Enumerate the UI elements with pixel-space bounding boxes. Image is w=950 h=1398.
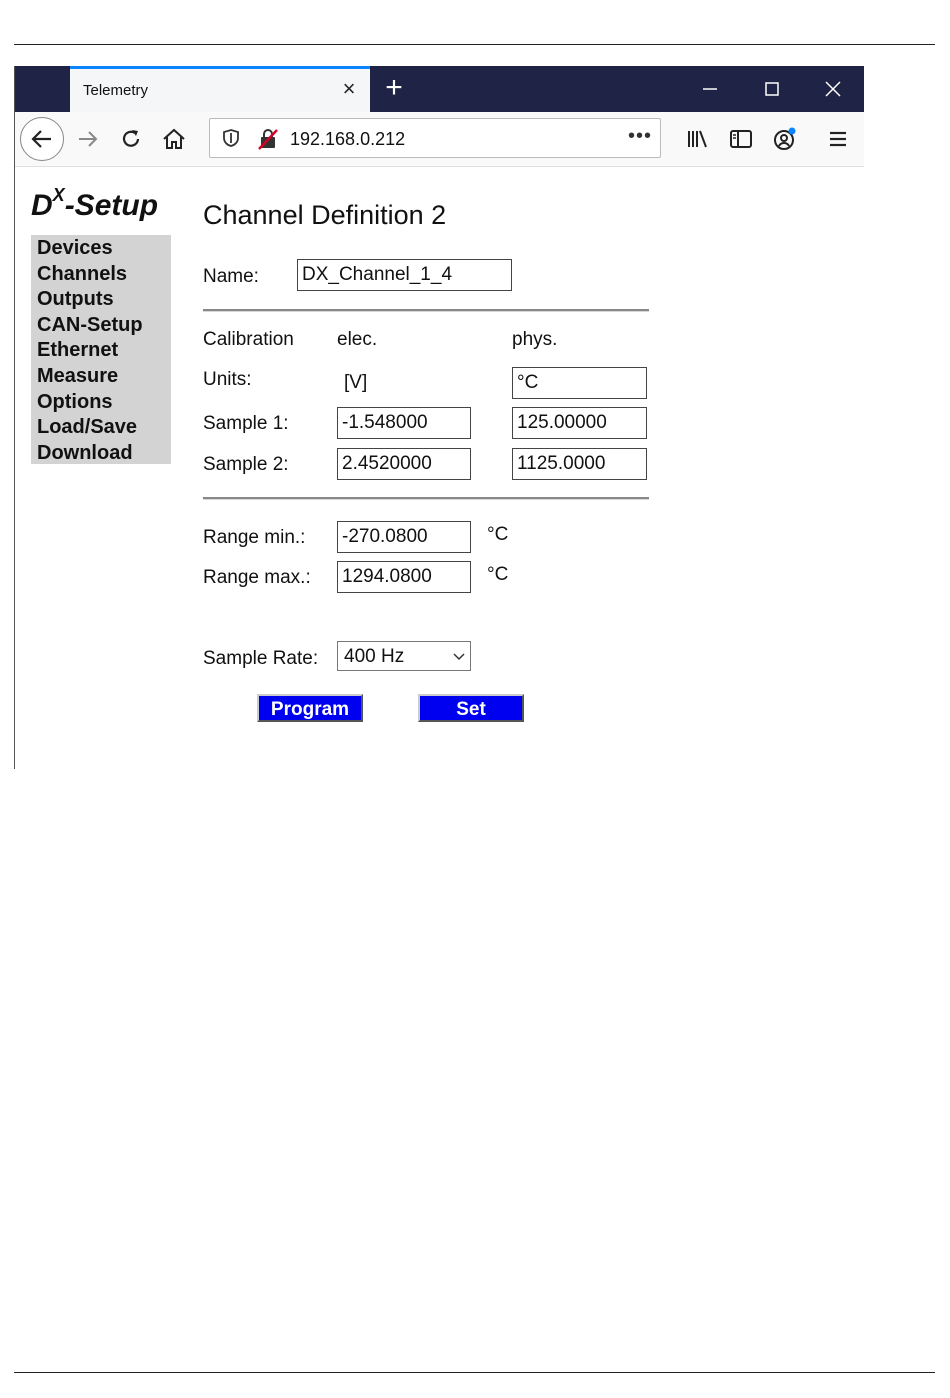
channel-name-input[interactable] <box>297 259 512 291</box>
menu-item-can-setup[interactable]: CAN-Setup <box>37 313 143 336</box>
phys-column-header: phys. <box>512 329 558 350</box>
browser-window <box>14 66 864 769</box>
program-button[interactable]: Program <box>257 694 363 722</box>
account-icon[interactable] <box>770 124 800 154</box>
range-min-label: Range min.: <box>203 527 306 548</box>
forward-arrow-icon[interactable] <box>73 124 103 154</box>
range-max-unit: °C <box>487 564 509 585</box>
sidebar-toggle-icon[interactable] <box>726 124 756 154</box>
tab-close-icon[interactable]: × <box>342 76 356 101</box>
chevron-down-icon <box>452 649 466 663</box>
range-max-input[interactable] <box>337 561 471 593</box>
navigation-bar <box>15 112 864 167</box>
address-bar[interactable] <box>209 118 661 158</box>
dx-setup-logo <box>31 185 159 223</box>
home-icon[interactable] <box>159 124 189 154</box>
page-top-rule <box>14 44 935 45</box>
range-max-label: Range max.: <box>203 567 311 588</box>
units-label: Units: <box>203 369 252 390</box>
new-tab-icon[interactable]: + <box>385 71 403 104</box>
back-button[interactable] <box>20 117 64 161</box>
calibration-label: Calibration <box>203 329 294 350</box>
page-actions-icon[interactable]: ••• <box>627 125 652 147</box>
browser-tab[interactable] <box>70 66 370 112</box>
back-arrow-icon <box>21 118 63 160</box>
menu-item-download[interactable]: Download <box>37 441 133 464</box>
sample-1-phys-input[interactable] <box>512 407 647 439</box>
sidebar-menu <box>31 235 171 464</box>
menu-item-devices[interactable]: Devices <box>37 237 113 259</box>
elec-units-value: [V] <box>344 372 368 393</box>
range-min-unit: °C <box>487 524 509 545</box>
url-text: 192.168.0.212 <box>290 129 406 149</box>
reload-icon[interactable] <box>116 124 146 154</box>
channel-definition-form <box>203 167 673 767</box>
library-icon[interactable] <box>683 124 713 154</box>
logo-rest: -Setup <box>64 189 159 222</box>
maximize-icon[interactable] <box>757 74 787 104</box>
menu-item-channels[interactable]: Channels <box>37 262 128 285</box>
elec-column-header: elec. <box>337 329 378 350</box>
phys-units-input[interactable] <box>512 367 647 399</box>
divider-top <box>203 309 649 312</box>
sample-2-elec-input[interactable] <box>337 448 471 480</box>
menu-item-ethernet[interactable]: Ethernet <box>37 339 119 362</box>
name-label: Name: <box>203 266 259 287</box>
menu-item-load-save[interactable]: Load/Save <box>37 416 138 439</box>
menu-hamburger-icon[interactable] <box>823 124 853 154</box>
minimize-icon[interactable] <box>695 74 725 104</box>
sample-2-label: Sample 2: <box>203 454 289 475</box>
divider-bottom <box>203 497 649 500</box>
set-button[interactable]: Set <box>418 694 524 722</box>
title-bar <box>15 66 864 112</box>
sample-rate-select[interactable] <box>337 641 471 671</box>
sample-rate-value: 400 Hz <box>344 646 405 667</box>
logo-superscript: X <box>52 185 65 205</box>
insecure-lock-icon[interactable] <box>256 127 280 151</box>
sample-1-elec-input[interactable] <box>337 407 471 439</box>
page-content <box>15 167 864 769</box>
sample-2-phys-input[interactable] <box>512 448 647 480</box>
shield-icon[interactable] <box>220 127 242 149</box>
page-bottom-rule <box>14 1372 935 1373</box>
range-min-input[interactable] <box>337 521 471 553</box>
menu-item-outputs[interactable]: Outputs <box>37 288 114 311</box>
menu-item-options[interactable]: Options <box>37 390 113 413</box>
logo-main: D <box>31 189 53 222</box>
menu-item-measure[interactable]: Measure <box>37 364 119 387</box>
tab-title: Telemetry <box>83 82 149 99</box>
window-close-icon[interactable] <box>818 74 848 104</box>
sample-1-label: Sample 1: <box>203 413 289 434</box>
page-title: Channel Definition 2 <box>203 200 447 230</box>
sample-rate-label: Sample Rate: <box>203 648 319 669</box>
